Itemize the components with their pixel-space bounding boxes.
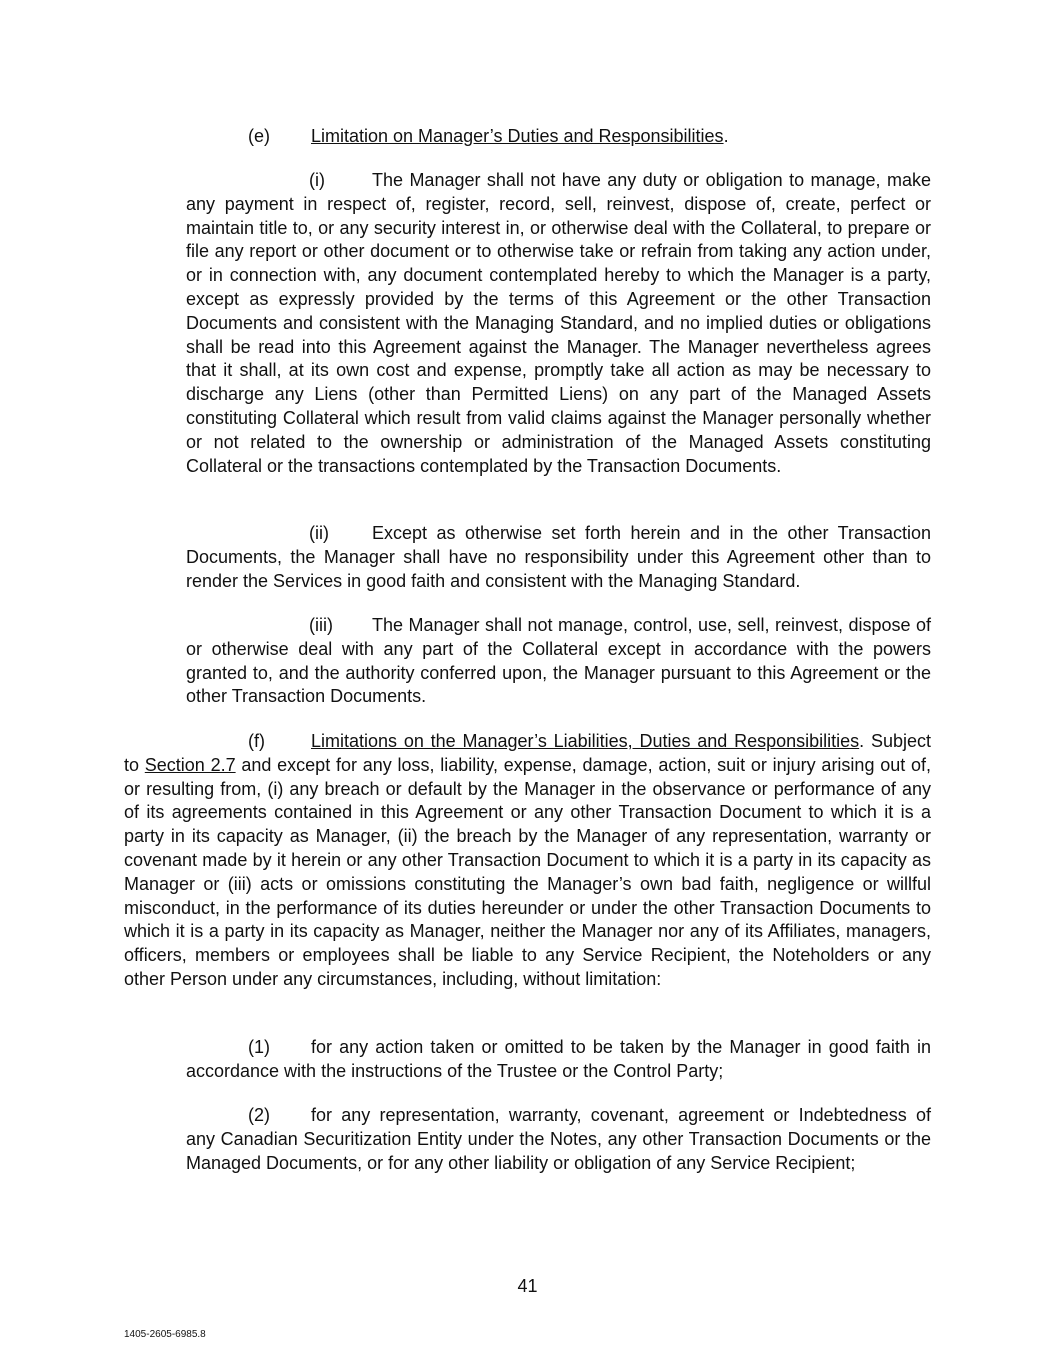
section-f-text-pre: Subject to: [124, 731, 931, 775]
paragraph-e-ii: [186, 522, 931, 593]
section-f-title-period: .: [859, 731, 865, 751]
paragraph-e-i-number: (i): [309, 170, 325, 190]
section-e-title-period: .: [723, 126, 729, 146]
item-2-number: (2): [248, 1105, 270, 1125]
paragraph-e-i: [186, 169, 931, 478]
paragraph-e-ii-number: (ii): [309, 523, 329, 543]
item-1-text: for any action taken or omitted to be taken by the Manager in good faith in accordance with the instructions of the Trustee or the Control Party;: [186, 1037, 931, 1081]
section-e-heading: [248, 125, 729, 149]
document-id: 1405-2605-6985.8: [124, 1329, 206, 1340]
paragraph-e-iii-number: (iii): [309, 615, 333, 635]
section-f-text: and except for any loss, liability, expense, damage, action, suit or injury arising out of, or resulting from, (i) any breach or default by the Manager in the observance or performance of any of its agreements contained in this Agreement or any other Transaction Document to which it is a party in its capacity as Manager, (ii) the breach by the Manager of any representation, warranty or covenant made by it herein or any other Transaction Document to which it is a party in its capacity as Manager or (iii) acts or omissions constituting the Manager’s own bad faith, negligence or willful misconduct, in the performance of its duties hereunder or under the other Transaction Documents to which it is a party in its capacity as Manager, neither the Manager nor any of its Affiliates, managers, officers, members or employees shall be liable to any Service Recipient, the Noteholders or any other Person under any circumstances, including, without limitation:: [124, 754, 932, 989]
section-e-title: Limitation on Manager’s Duties and Responsibilities: [311, 126, 724, 146]
item-1-number: (1): [248, 1037, 270, 1057]
section-e-number: (e): [248, 126, 270, 146]
item-1: [186, 1036, 931, 1084]
paragraph-e-iii-text: The Manager shall not manage, control, use, sell, reinvest, dispose of or otherwise deal with any part of the Collateral except in accordance with the powers granted to, and the authority conferred upon, the Manager pursuant to this Agreement or the other Transaction Documents.: [186, 615, 931, 707]
paragraph-e-ii-text: Except as otherwise set forth herein and in the other Transaction Documents, the Manager shall have no responsibility under this Agreement other than to render the Services in good faith and consistent with the Managing Standard.: [186, 523, 931, 591]
paragraph-e-iii: [186, 614, 931, 709]
section-f-number: (f): [248, 731, 265, 751]
paragraph-e-i-text: The Manager shall not have any duty or obligation to manage, make any payment in respect of, register, record, sell, reinvest, dispose of, create, perfect or maintain title to, or any security interest in, or otherwise deal with the Collateral, to prepare or file any report or other document or to otherwise take or refrain from taking any action under, or in connection with, any document contemplated hereby to which the Manager is a party, except as expressly provided by the terms of this Agreement or the other Transaction Documents and consistent with the Managing Standard, and no implied duties or obligations shall be read into this Agreement against the Manager. The Manager nevertheless agrees that it shall, at its own cost and expense, promptly take all action as may be necessary to discharge any Liens (other than Permitted Liens) on any part of the Managed Assets constituting Collateral which result from valid claims against the Manager personally whether or not related to the ownership or administration of the Managed Assets constituting Collateral or the transactions contemplated by the Transaction Documents.: [186, 170, 931, 476]
section-2-7-reference: Section 2.7: [144, 754, 236, 775]
section-f-paragraph: [124, 730, 931, 992]
item-2-text: for any representation, warranty, covenant, agreement or Indebtedness of any Canadian Securitization Entity under the Notes, any other Transaction Documents or the Managed Documents, or for any other liability or obligation of any Service Recipient;: [186, 1105, 931, 1173]
page-number: 41: [517, 1276, 538, 1296]
item-2: [186, 1104, 931, 1175]
section-f-title: Limitations on the Manager’s Liabilities, Duties and Responsibilities: [311, 731, 860, 751]
